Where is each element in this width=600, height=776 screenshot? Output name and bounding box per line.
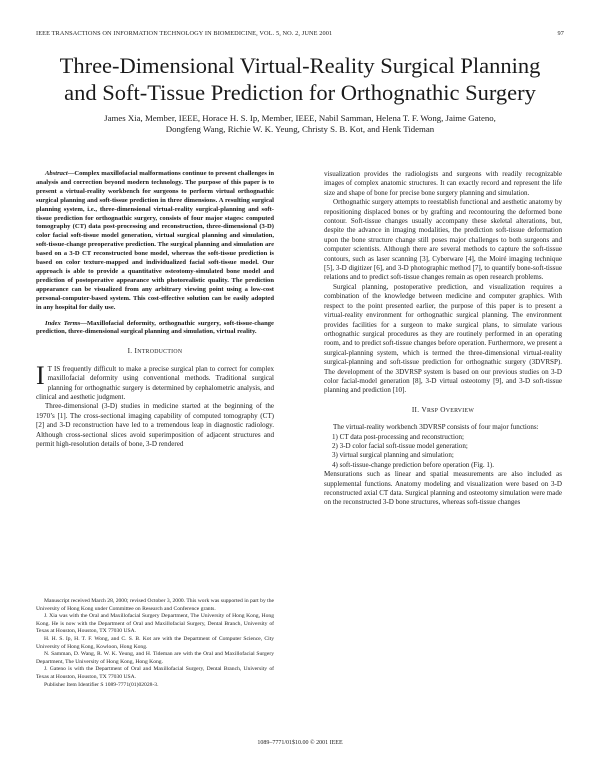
intro-paragraph-4: Orthognathic surgery attempts to reestablish functional and aesthetic anatomy by repositioning displaced bones or by grafting and recontouring the deformed bone contour. Soft-tissue changes usually accompany these skeletal alterations, but, despite the advance in imaging modalities, the prediction soft-tissue deformation upon the bone structure change still poses major challenges to both surgeons and computer scientists. Although there are several methods to capture the soft-tissue contours, such as laser scanning [3], Cyberware [4], the Moiré imaging technique [5], 3-D digitizer [6], and 3-D photographic method [7], to quantify bone-soft-tissue relations and to predict soft-tissue changes remain as open research problems. bbox=[324, 198, 562, 282]
intro-paragraph-1: I T IS frequently difficult to make a precise surgical plan to correct for complex maxillofacial deformity using conventional methods. Traditional surgical planning for orthognathic surgery is determined by cephalometric analysis, and clinical and aesthetic judgment. bbox=[36, 360, 274, 401]
paper-title bbox=[20, 52, 580, 106]
intro-paragraph-3: visualization provides the radiologists and surgeons with readily recognizable images of complex anatomic structures. It can exactly record and represent the life size and shape of bone for precise bone surgery planning and simulation. bbox=[324, 170, 562, 197]
title-line-1: Three-Dimensional Virtual-Reality Surgical Planning bbox=[59, 53, 541, 78]
footnote: Publisher Item Identifier S 1089-7771(01)02028-3. bbox=[44, 681, 159, 688]
list-item: 3) virtual surgical planning and simulation; bbox=[332, 451, 454, 460]
index-terms bbox=[36, 320, 274, 338]
section-heading-introduction: I. INTRODUCTION bbox=[127, 347, 183, 356]
authors-line-2: Dongfeng Wang, Richie W. K. Yeung, Christy S. B. Kot, and Henk Tideman bbox=[165, 124, 435, 135]
running-header bbox=[36, 30, 564, 37]
list-item: 4) soft-tissue-change prediction before operation (Fig. 1). bbox=[332, 460, 495, 469]
footnotes bbox=[36, 598, 274, 689]
footnote: N. Samman, D. Wang, R. W. K. Yeung, and H. Tideman are with the Oral and Maxillofacial Surgery Department, The University of Hong Kong, Hong Kong. bbox=[36, 651, 274, 665]
footnote: J. Gateno is with the Department of Oral and Maxillofacial Surgery, Dental Branch, University of Texas at Houston, Houston, TX 77030 USA. bbox=[36, 666, 274, 680]
overview-intro: The virtual-reality workbench 3DVRSP consists of four major functions: bbox=[333, 423, 539, 432]
list-item: 1) CT data post-processing and reconstruction; bbox=[332, 432, 464, 441]
author-list bbox=[30, 113, 570, 136]
intro-paragraph-5: Surgical planning, postoperative prediction, and visualization requires a combination of the knowledge between medicine and computer graphics. With respect to the point presented earlier, the purpose of this paper is to present a virtual-reality environment for orthognathic surgical planning. The environment provides facilities for a surgeon to make surgical plans, to simulate various orthognathic surgical procedures as they are routinely performed in an operating room, and to predict soft-tissue changes before operation. Furthermore, we present a surgical-planning system, which is termed the three-dimensional virtual-reality surgical-planning and soft-tissue prediction for orthognathic surgery (3DVRSP). The development of the 3DVRSP system is based on our previous studies on 3-D color facial-model generation [8], 3-D virtual osteotomy [9], and 3-D soft-tissue planning and prediction [10]. bbox=[324, 282, 562, 395]
function-list bbox=[324, 433, 562, 471]
left-column bbox=[36, 170, 274, 449]
authors-line-1: James Xia, Member, IEEE, Horace H. S. Ip, Member, IEEE, Nabil Samman, Helena T. F. Wong, Jaime Gateno, bbox=[104, 113, 496, 123]
abstract-text: —Complex maxillofacial malformations continue to present challenges in analysis and correction beyond modern technology. The purpose of this paper is to present a virtual-reality workbench for surgeons to perform virtual orthognathic surgical planning and soft-tissue prediction in three dimensions. A resulting surgical planning system, i.e., three-dimensional virtual-reality surgical-planning and soft-tissue prediction for orthognathic surgery, consists of four major stages: computed tomography (CT) data post-processing and reconstruction, three-dimensional (3-D) color facial soft-tissue model generation, virtual surgical planning and simulation, soft-tissue-change preoperative prediction. The surgical planning and simulation are based on a 3-D CT reconstructed bone model, whereas the soft-tissue prediction is based on color texture-mapped and individualized facial soft-tissue model. Our approach is able to provide a quantitative osteotomy-simulated bone model and prediction of postoperative appearance with photorealistic quality. The prediction appearance can be visualized from any arbitrary viewing point using a low-cost personal-computer-based system. This cost-effective solution can be easily adopted in any hospital for daily use. bbox=[36, 170, 274, 311]
index-terms-text: —Maxillofacial deformity, orthognathic surgery, soft-tissue-change prediction, three-dimensional surgical planning and simulation, virtual reality. bbox=[36, 319, 274, 336]
footnote: Manuscript received March 28, 2000; revised October 3, 2000. This work was supported in part by the University of Hong Kong under Committee on Research and Conference grants. bbox=[36, 598, 274, 612]
abstract bbox=[36, 170, 274, 313]
abstract-label: Abstract bbox=[45, 170, 68, 177]
index-terms-label: Index Terms bbox=[45, 319, 81, 327]
right-column bbox=[324, 170, 562, 508]
section-heading-overview: II. VRSP OVERVIEW bbox=[411, 405, 475, 414]
title-line-2: and Soft-Tissue Prediction for Orthognathic Surgery bbox=[64, 80, 536, 105]
drop-cap: I bbox=[36, 360, 45, 390]
footnote: H. H. S. Ip, H. T. F. Wong, and C. S. B. Kot are with the Department of Computer Science, City University of Hong Kong, Kowloon, Hong Kong. bbox=[36, 635, 274, 650]
journal-name: IEEE TRANSACTIONS ON INFORMATION TECHNOLOGY IN BIOMEDICINE, VOL. 5, NO. 2, JUNE 2001 bbox=[36, 30, 333, 37]
intro-paragraph-2: Three-dimensional (3-D) studies in medicine started at the beginning of the 1970’s [1]. The cross-sectional imaging capability of computed tomography (CT) [2] and 3-D reconstruction have led to a tremendous leap in diagnostic radiology. Although cross-sectional slices avoid superimposition of adjacent structures and permit high-resolution details of bone, 3-D rendered bbox=[36, 402, 274, 448]
copyright-footer: 1089–7771/01$10.00 © 2001 IEEE bbox=[257, 740, 343, 746]
footnote: J. Xia was with the Oral and Maxillofacial Surgery Department, The University of Hong Kong, Hong Kong. He is now with the Department of Oral and Maxillofacial Surgery, Dental Branch, University of Texas at Houston, Houston, TX 77030 USA. bbox=[36, 613, 274, 635]
list-item: 2) 3-D color facial soft-tissue model generation; bbox=[332, 441, 468, 450]
page-number: 97 bbox=[557, 30, 564, 37]
overview-paragraph: Mensurations such as linear and spatial measurements are also included as supplemental functions. Anatomy modeling and visualization were based on 3-D reconstructed axial CT data. Surgical planning and osteotomy simulation were made on the reconstructed 3-D bone structures, whereas soft-tissue changes bbox=[324, 470, 562, 507]
